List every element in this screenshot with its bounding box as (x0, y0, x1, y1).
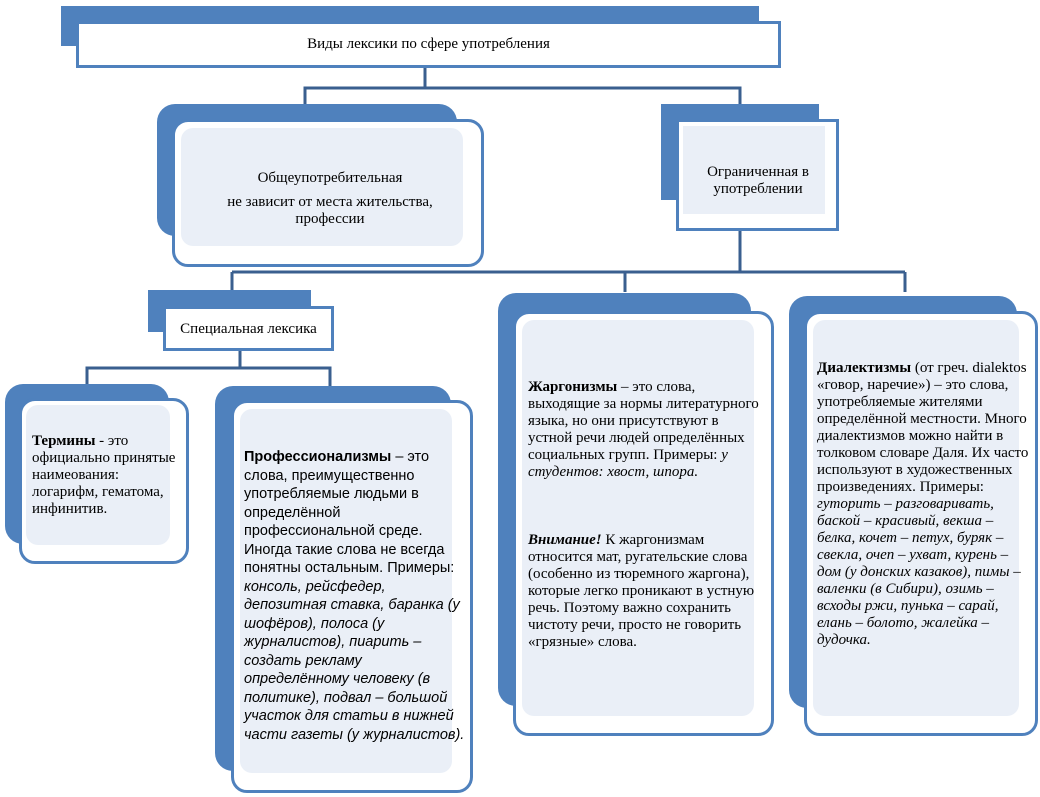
jargon-text: Жаргонизмы – это слова, выходящие за нормы литературного языка, но они присутствуют в устной речи людей определённых социальных групп. Примеры: у студентов: хвост, шпора. (528, 379, 759, 480)
dialect-node (804, 311, 1038, 736)
general-node (172, 119, 484, 267)
general-desc: не зависит от места жительства, профессии (227, 194, 433, 227)
limited-node (676, 119, 839, 231)
terms-term: Термины (32, 433, 96, 449)
jargon-attention-text: Внимание! К жаргонизмам относится мат, ругательские слова (особенно из тюремного жаргона), которые легко проникают в устную речь. Поэтому важно сохранить чистоту речи, просто не говорить «грязные» слова. (528, 532, 755, 650)
jargon-node (513, 311, 774, 736)
dialect-text: Диалектизмы (от греч. dialektos «говор, наречие») – это слова, употребляемые жителями определённой местности. Много диалектизмов можно найти в толковом словаре Даля. Их часто используют в художественных произведениях. Примеры: гуторить – разговаривать, баской – красивый, векша – белка, кочет – петух, буряк – свекла, очеп – ухват, курень – дом (у донских казаков), пимы – валенки (в Сибири), озимь – всходы ржи, пунька – сарай, елань – болото, жалейка – дудочка. (817, 360, 1029, 648)
dialect-term: Диалектизмы (817, 360, 912, 376)
profs-text: Профессионализмы – это слова, преимущественно употребляемые людьми в определённой профессиональной среде. Иногда такие слова не всегда понятны остальным. Примеры: консоль, рейсфедер, депозитная ставка, баранка (у шофёров), полоса (у журналистов), пиарить – создать рекламу определённому человеку (в политике), подвал – большой участок для статьи в нижней части газеты (у журналистов). (244, 449, 465, 743)
root-title: Виды лексики по сфере употребления (307, 36, 550, 52)
special-title: Специальная лексика (180, 321, 317, 337)
limited-title: Ограниченная в употреблении (707, 164, 809, 197)
root-node (76, 21, 781, 68)
profs-term: Профессионализмы (244, 449, 392, 465)
special-node (163, 306, 334, 351)
terms-text: Термины - это официально принятые наимеования: логарифм, гематома, инфинитив. (32, 433, 176, 517)
terms-node (19, 398, 189, 564)
jargon-examples: у студентов: хвост, шпора. (528, 447, 728, 480)
profs-examples: консоль, рейсфедер, депозитная ставка, баранка (у шофёров), полоса (у журналистов), пиарить – создать рекламу определённому человеку (в политике), подвал – большой участок для статьи в нижней части газеты (у журналистов). (244, 578, 465, 743)
profs-node (231, 400, 473, 793)
dialect-examples: гуторить – разговаривать, баской – красивый, векша – белка, кочет – петух, буряк – свекла, очеп – ухват, курень – дом (у донских казаков), пимы – валенки (в Сибири), озимь – всходы ржи, пунька – сарай, елань – болото, жалейка – дудочка. (817, 496, 1021, 648)
jargon-term: Жаргонизмы (528, 379, 618, 395)
general-title: Общеупотребительная (257, 170, 403, 186)
jargon-attention: Внимание! (528, 532, 602, 548)
